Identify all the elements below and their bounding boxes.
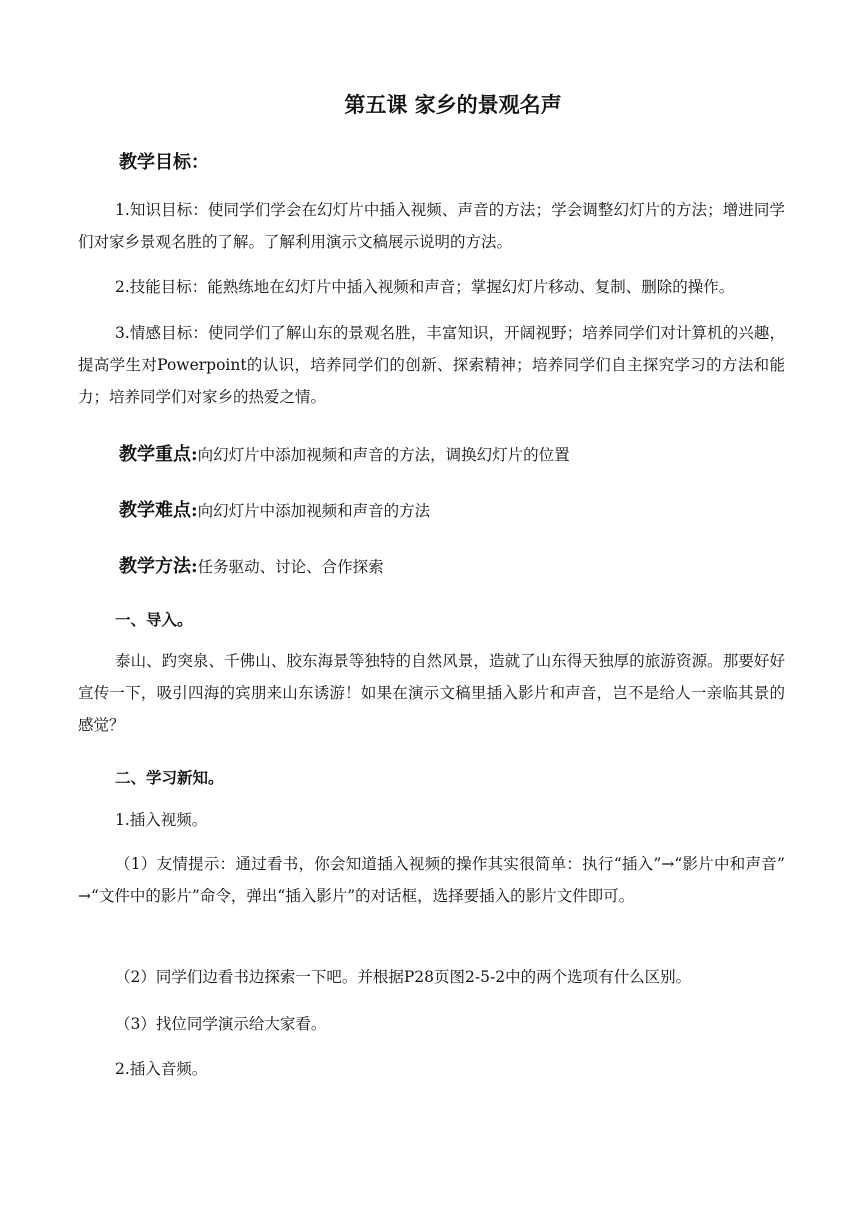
section-intro-text: 泰山、趵突泉、千佛山、胶东海景等独特的自然风景，造就了山东得天独厚的旅游资源。那要好好宣传一下，吸引四海的宾朋来山东诱游！如果在演示文稿里插入影片和声音，岂不是给人一亲临其景的感觉？ bbox=[78, 652, 785, 734]
key-point bbox=[119, 440, 570, 466]
method-label: 教学方法: bbox=[119, 556, 198, 577]
sub-insert-audio: 2.插入音频。 bbox=[115, 1060, 208, 1078]
objective-skill: 2.技能目标：能熟练地在幻灯片中插入视频和声音；掌握幻灯片移动、复制、删除的操作。 bbox=[115, 278, 735, 296]
objectives-heading: 教学目标： bbox=[119, 152, 209, 173]
difficulty-label: 教学难点: bbox=[119, 500, 198, 521]
page-title: 第五课 家乡的景观名声 bbox=[344, 92, 562, 117]
section-intro-heading: 一、导入。 bbox=[115, 610, 193, 629]
difficulty-text: 向幻灯片中添加视频和声音的方法 bbox=[197, 502, 431, 520]
key-point-label: 教学重点: bbox=[119, 444, 198, 465]
method-text: 任务驱动、讨论、合作探索 bbox=[197, 558, 384, 576]
sub-insert-video: 1.插入视频。 bbox=[115, 811, 208, 829]
step-tip: （1）友情提示：通过看书，你会知道插入视频的操作其实很简单：执行“插入”→“影片中和声音” →“文件中的影片”命令，弹出“插入影片”的对话框，选择要插入的影片文件即可。 bbox=[78, 855, 785, 905]
step-demo: （3）找位同学演示给大家看。 bbox=[115, 1015, 327, 1033]
section-new-knowledge-heading: 二、学习新知。 bbox=[115, 768, 224, 787]
key-point-text: 向幻灯片中添加视频和声音的方法，调换幻灯片的位置 bbox=[197, 446, 570, 464]
objective-emotion: 3.情感目标：使同学们了解山东的景观名胜，丰富知识，开阔视野；培养同学们对计算机的兴趣，提高学生对Powerpoint的认识，培养同学们的创新、探索精神；培养同学们自主探究学习的方法和能力；培养同学们对家乡的热爱之情。 bbox=[78, 324, 785, 406]
teaching-method bbox=[119, 552, 384, 578]
difficulty bbox=[119, 496, 430, 522]
objective-knowledge: 1.知识目标：使同学们学会在幻灯片中插入视频、声音的方法；学会调整幻灯片的方法；增进同学们对家乡景观名胜的了解。了解利用演示文稿展示说明的方法。 bbox=[78, 201, 785, 251]
step-explore: （2）同学们边看书边探索一下吧。并根据P28页图2-5-2中的两个选项有什么区别。 bbox=[115, 968, 692, 986]
